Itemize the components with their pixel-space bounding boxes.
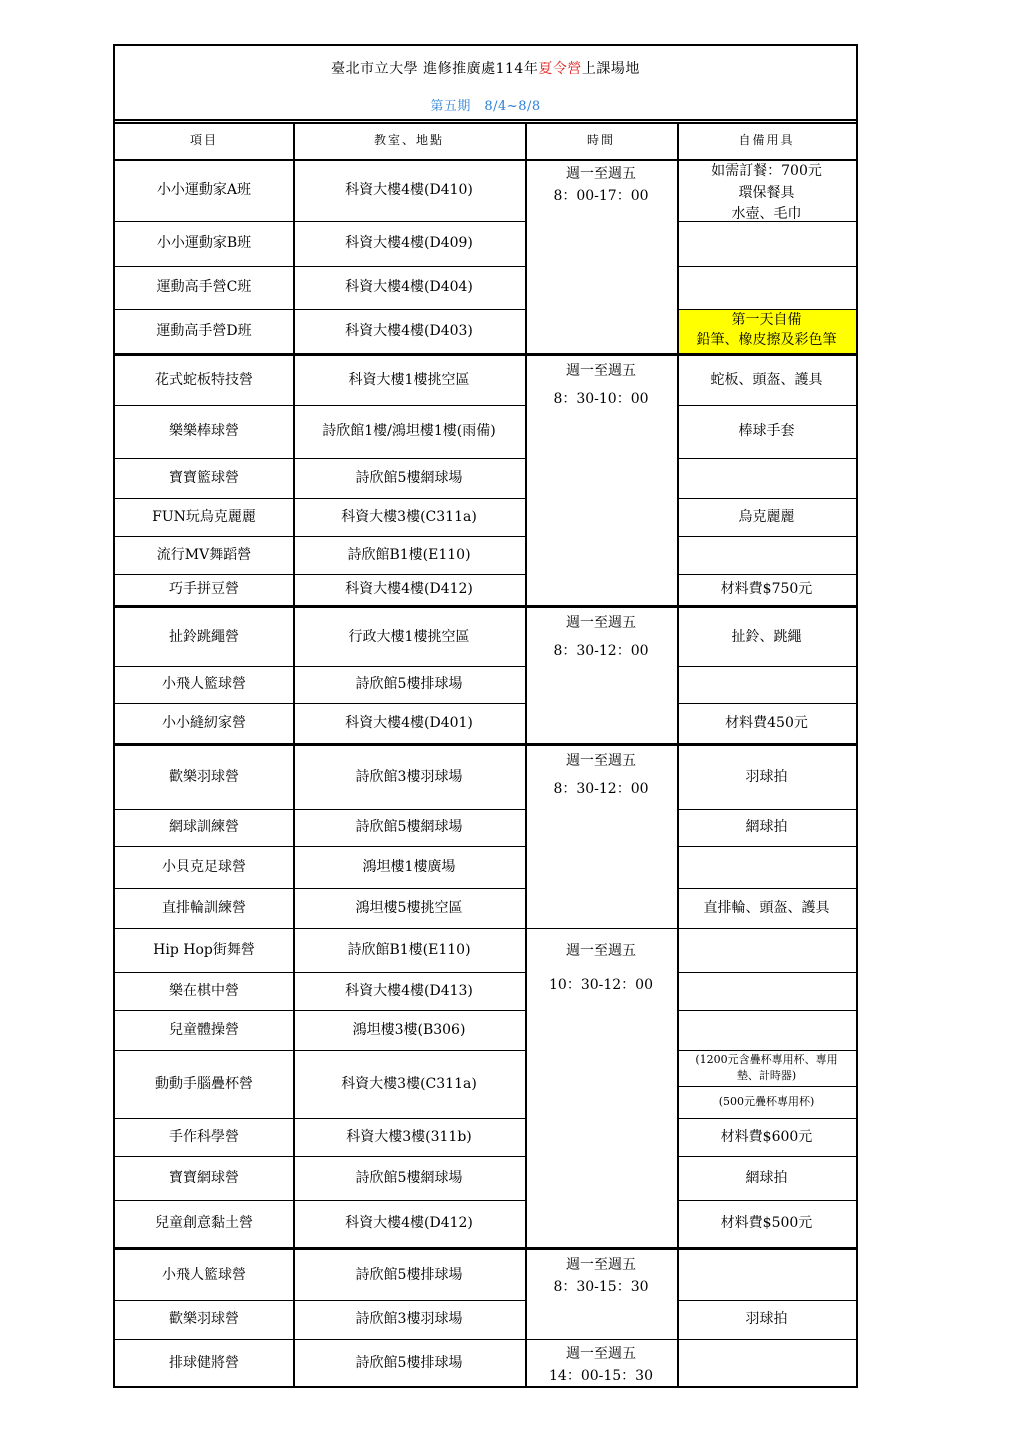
time-hours: 8：00-17：00	[553, 188, 649, 205]
row-item: 小小縫紉家營	[162, 714, 246, 731]
row-supplies: 扯鈴、跳繩	[731, 628, 802, 645]
row-location: 鴻坦樓1樓廣場	[362, 858, 456, 875]
row-divider	[115, 703, 525, 704]
row-item: 樂樂棒球營	[169, 423, 239, 440]
row-location: 科資大樓3樓(C311a)	[341, 1075, 477, 1092]
row-location: 詩欣館B1樓(E110)	[347, 546, 471, 563]
row-item: 兒童創意黏土營	[155, 1215, 253, 1232]
time-group	[525, 928, 677, 1247]
row-supplies-alt: (500元疊杯專用杯)	[718, 1095, 815, 1109]
time-hours: 8：30-15：30	[553, 1279, 649, 1296]
row-location: 科資大樓4樓(D413)	[345, 982, 473, 999]
row-item: 寶寶籃球營	[169, 469, 239, 486]
row-location: 詩欣館1樓/鴻坦樓1樓(雨備)	[322, 423, 496, 440]
time-hours: 8：30-12：00	[553, 781, 649, 798]
supplies-divider	[677, 1086, 856, 1087]
row-location: 詩欣館5樓排球場	[355, 676, 463, 693]
row-item: 運動高手營D班	[156, 322, 252, 339]
row-location: 科資大樓1樓挑空區	[348, 372, 470, 389]
row-divider	[115, 266, 525, 267]
row-divider	[677, 1300, 856, 1301]
group-separator	[115, 353, 856, 356]
row-item: 扯鈴跳繩營	[169, 628, 239, 645]
time-group	[525, 159, 677, 353]
row-divider	[677, 846, 856, 847]
row-item: 排球健將營	[169, 1355, 239, 1372]
row-location: 詩欣館5樓網球場	[355, 469, 463, 486]
row-divider	[677, 1118, 856, 1119]
time-hours: 14：00-15：30	[549, 1368, 653, 1385]
row-divider	[677, 1156, 856, 1157]
time-days: 週一至週五	[566, 615, 636, 631]
row-divider	[115, 888, 525, 889]
row-divider	[115, 574, 525, 575]
row-location: 詩欣館3樓羽球場	[355, 769, 463, 786]
time-hours: 8：30-12：00	[553, 643, 649, 660]
row-divider	[677, 574, 856, 575]
time-group	[525, 356, 677, 605]
row-supplies: 網球拍	[745, 1169, 788, 1186]
column-divider	[293, 122, 295, 1388]
row-supplies	[677, 928, 856, 972]
group-separator	[115, 605, 856, 608]
row-item: 歡樂羽球營	[169, 769, 239, 786]
row-location: 鴻坦樓5樓挑空區	[355, 899, 463, 916]
row-location: 科資大樓4樓(D403)	[345, 322, 473, 339]
row-supplies: 如需訂餐：700元 環保餐具 水壺、毛巾	[711, 163, 822, 221]
column-divider	[525, 122, 527, 1388]
row-supplies	[677, 1250, 856, 1300]
row-divider	[115, 1339, 856, 1340]
row-item: 小貝克足球營	[162, 858, 246, 875]
row-supplies: 蛇板、頭盔、護具	[710, 372, 823, 389]
row-item: 歡樂羽球營	[169, 1311, 239, 1328]
row-item: 直排輪訓練營	[162, 899, 246, 916]
group-separator	[115, 1247, 856, 1250]
row-divider	[115, 972, 525, 973]
row-divider	[677, 703, 856, 704]
row-location: 科資大樓4樓(D410)	[345, 181, 473, 198]
row-location: 科資大樓3樓(311b)	[346, 1128, 472, 1145]
row-item: 小小運動家A班	[156, 181, 252, 198]
time-days: 週一至週五	[566, 166, 636, 182]
row-supplies: 材料費450元	[725, 714, 808, 731]
schedule-sheet	[113, 44, 858, 1388]
row-divider	[115, 1200, 525, 1201]
time-hours: 10：30-12：00	[549, 977, 653, 994]
row-divider	[677, 405, 856, 406]
row-item: Hip Hop街舞營	[153, 941, 255, 958]
row-supplies: 直排輪、頭盔、護具	[703, 899, 830, 916]
row-location: 行政大樓1樓挑空區	[348, 628, 470, 645]
row-item: 流行MV舞蹈營	[156, 546, 252, 563]
row-divider	[115, 458, 525, 459]
row-divider	[677, 221, 856, 222]
row-supplies: 棒球手套	[738, 423, 795, 440]
row-item: 手作科學營	[169, 1128, 239, 1145]
row-supplies	[677, 1010, 856, 1050]
row-location: 科資大樓4樓(D401)	[345, 714, 473, 731]
row-item: 兒童體操營	[169, 1021, 239, 1038]
row-divider	[115, 405, 525, 406]
row-divider	[115, 498, 525, 499]
row-supplies	[677, 972, 856, 1010]
row-location: 科資大樓4樓(D412)	[345, 581, 473, 598]
column-divider	[677, 122, 679, 1388]
header-bottom-border	[115, 159, 856, 161]
document-title	[115, 58, 856, 78]
period-subtitle: 第五期 8/4~8/8	[430, 99, 541, 114]
row-location: 科資大樓3樓(C311a)	[341, 508, 477, 525]
header-time: 時間	[586, 132, 615, 147]
row-supplies	[677, 536, 856, 574]
row-supplies	[677, 1339, 856, 1388]
row-item: FUN玩烏克麗麗	[152, 508, 256, 525]
row-item: 小小運動家B班	[156, 235, 252, 252]
time-days: 週一至週五	[566, 1257, 636, 1273]
row-divider	[115, 666, 525, 667]
row-item: 巧手拼豆營	[169, 581, 239, 598]
row-divider	[677, 1200, 856, 1201]
title-block	[115, 46, 856, 121]
row-supplies: 材料費$500元	[720, 1215, 813, 1232]
header-supplies: 自備用具	[738, 132, 795, 147]
row-location: 詩欣館5樓排球場	[355, 1266, 463, 1283]
row-divider	[677, 972, 856, 973]
row-divider	[115, 536, 525, 537]
row-divider	[115, 221, 525, 222]
row-item: 網球訓練營	[169, 819, 239, 836]
row-divider	[115, 1118, 525, 1119]
time-group	[525, 1250, 677, 1339]
header-item: 項目	[189, 132, 218, 147]
time-days: 週一至週五	[566, 1346, 636, 1362]
row-supplies: 烏克麗麗	[738, 508, 795, 525]
row-divider	[115, 928, 856, 929]
time-days: 週一至週五	[566, 943, 636, 959]
time-days: 週一至週五	[566, 753, 636, 769]
row-divider	[115, 1050, 525, 1051]
row-item: 動動手腦疊杯營	[155, 1075, 253, 1092]
row-location: 科資大樓4樓(D409)	[345, 235, 473, 252]
title-highlight: 夏令營	[538, 61, 582, 77]
row-divider	[677, 1010, 856, 1011]
row-supplies	[677, 458, 856, 498]
row-location: 鴻坦樓3樓(B306)	[352, 1021, 466, 1038]
row-divider	[677, 809, 856, 810]
row-divider	[115, 846, 525, 847]
row-supplies	[677, 266, 856, 309]
row-divider	[677, 666, 856, 667]
row-divider	[677, 536, 856, 537]
row-supplies: 羽球拍	[745, 769, 788, 786]
row-divider	[115, 1300, 525, 1301]
row-location: 詩欣館5樓網球場	[355, 1169, 463, 1186]
row-location: 詩欣館3樓羽球場	[355, 1311, 463, 1328]
row-divider	[677, 1050, 856, 1051]
row-divider	[115, 1156, 525, 1157]
row-supplies: (1200元含疊杯專用杯、專用墊、計時器)	[695, 1053, 838, 1082]
row-item: 小飛人籃球營	[162, 1266, 246, 1283]
row-supplies	[677, 221, 856, 266]
row-divider	[677, 266, 856, 267]
row-location: 科資大樓4樓(D412)	[345, 1215, 473, 1232]
row-item: 小飛人籃球營	[162, 676, 246, 693]
row-item: 花式蛇板特技營	[155, 372, 253, 389]
row-item: 樂在棋中營	[169, 982, 239, 999]
row-supplies: 網球拍	[745, 819, 788, 836]
time-hours: 8：30-10：00	[553, 391, 649, 408]
row-supplies: 羽球拍	[745, 1311, 788, 1328]
time-days: 週一至週五	[566, 363, 636, 379]
row-divider	[115, 309, 525, 310]
group-separator	[115, 743, 856, 746]
row-location: 詩欣館5樓網球場	[355, 819, 463, 836]
row-location: 詩欣館5樓排球場	[355, 1355, 463, 1372]
row-supplies: 第一天自備 鉛筆、橡皮擦及彩色筆	[677, 309, 856, 353]
row-divider	[677, 498, 856, 499]
time-group	[525, 1339, 677, 1388]
row-item: 寶寶網球營	[169, 1169, 239, 1186]
row-supplies	[677, 846, 856, 888]
row-divider	[677, 309, 856, 310]
row-supplies: 材料費$600元	[720, 1128, 813, 1145]
header-location: 教室、地點	[373, 132, 444, 147]
title-suffix: 上課場地	[581, 61, 640, 77]
row-divider	[115, 1010, 525, 1011]
row-divider	[677, 458, 856, 459]
row-location: 科資大樓4樓(D404)	[345, 279, 473, 296]
header-top-border	[115, 122, 856, 124]
row-item: 運動高手營C班	[156, 279, 252, 296]
row-divider	[115, 809, 525, 810]
time-group	[525, 608, 677, 743]
row-divider	[677, 888, 856, 889]
time-group	[525, 746, 677, 928]
row-supplies	[677, 666, 856, 703]
title-prefix: 臺北市立大學 進修推廣處114年	[331, 61, 539, 77]
row-supplies: 材料費$750元	[720, 581, 813, 598]
row-location: 詩欣館B1樓(E110)	[347, 941, 471, 958]
